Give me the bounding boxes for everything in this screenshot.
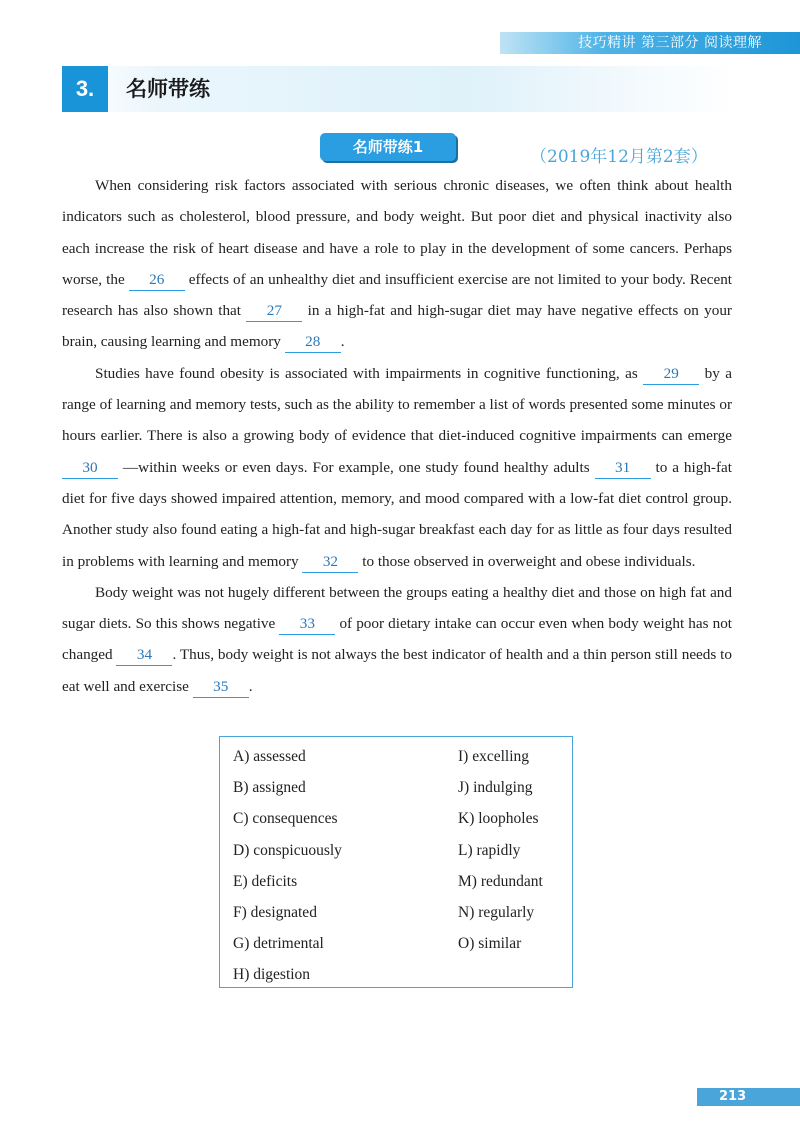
- blank-35[interactable]: 35: [193, 677, 249, 698]
- option-a[interactable]: A) assessed: [233, 748, 306, 765]
- blank-33[interactable]: 33: [279, 614, 335, 635]
- option-f[interactable]: F) designated: [233, 903, 317, 921]
- blank-32[interactable]: 32: [302, 552, 358, 573]
- option-l[interactable]: L) rapidly: [458, 841, 521, 859]
- blank-26[interactable]: 26: [129, 270, 185, 291]
- paragraph-1: When considering risk factors associated with serious chronic diseases, we often think about health indicators such as cholesterol, blood pressure, and body weight. But poor diet and physical inactivity also each increase the risk of heart disease and have a role to play in the development of some cancers. Perhaps worse, the 26 effects of an unhealthy diet and insufficient exercise are not limited to your body. Recent research has also shown that 27 in a high-fat and high-sugar diet may have negative effects on your brain, causing learning and memory 28 .: [62, 170, 732, 358]
- exercise-badge: 名师带练1: [320, 133, 456, 161]
- option-b[interactable]: B) assigned: [233, 779, 306, 797]
- blank-34[interactable]: 34: [116, 645, 172, 666]
- option-i[interactable]: I) excelling: [458, 748, 530, 765]
- word-bank-left-column: [233, 747, 342, 997]
- passage: [62, 170, 732, 702]
- word-bank: [219, 736, 573, 988]
- option-j[interactable]: J) indulging: [458, 779, 533, 797]
- option-e[interactable]: E) deficits: [233, 872, 298, 890]
- exercise-source: （2019年12月第2套）: [530, 147, 708, 167]
- option-m[interactable]: M) redundant: [458, 872, 543, 890]
- option-k[interactable]: K) loopholes: [458, 810, 539, 828]
- chapter-header: 技巧精讲 第三部分 阅读理解: [500, 32, 800, 54]
- blank-28[interactable]: 28: [285, 332, 341, 353]
- option-c[interactable]: C) consequences: [233, 810, 338, 828]
- option-g[interactable]: G) detrimental: [233, 935, 324, 953]
- option-d[interactable]: D) conspicuously: [233, 841, 342, 859]
- option-o[interactable]: O) similar: [458, 935, 522, 953]
- option-n[interactable]: N) regularly: [458, 903, 535, 921]
- section-title: 名师带练: [126, 77, 210, 101]
- section-number: 3.: [62, 66, 108, 112]
- blank-30[interactable]: 30: [62, 458, 118, 479]
- page-number: 213: [697, 1088, 800, 1106]
- word-bank-right-column: [458, 747, 543, 965]
- blank-27[interactable]: 27: [246, 301, 302, 322]
- paragraph-3: Body weight was not hugely different between the groups eating a healthy diet and those on high fat and sugar diets. So this shows negative 33 of poor dietary intake can occur even when body weight has not changed 34 . Thus, body weight is not always the best indicator of health and a thin person still needs to eat well and exercise 35 .: [62, 577, 732, 702]
- option-h[interactable]: H) digestion: [233, 966, 311, 984]
- blank-31[interactable]: 31: [595, 458, 651, 479]
- paragraph-2: Studies have found obesity is associated with impairments in cognitive functioning, as 29 by a range of learning and memory tests, such as the ability to remember a list of words presented some minutes or hours earlier. There is also a growing body of evidence that diet-induced cognitive impairments can emerge 30 —within weeks or even days. For example, one study found healthy adults 31 to a high-fat diet for five days showed impaired attention, memory, and mood compared with a low-fat diet control group. Another study also found eating a high-fat and high-sugar breakfast each day for as little as four days resulted in problems with learning and memory 32 to those observed in overweight and obese individuals.: [62, 358, 732, 577]
- blank-29[interactable]: 29: [643, 364, 699, 385]
